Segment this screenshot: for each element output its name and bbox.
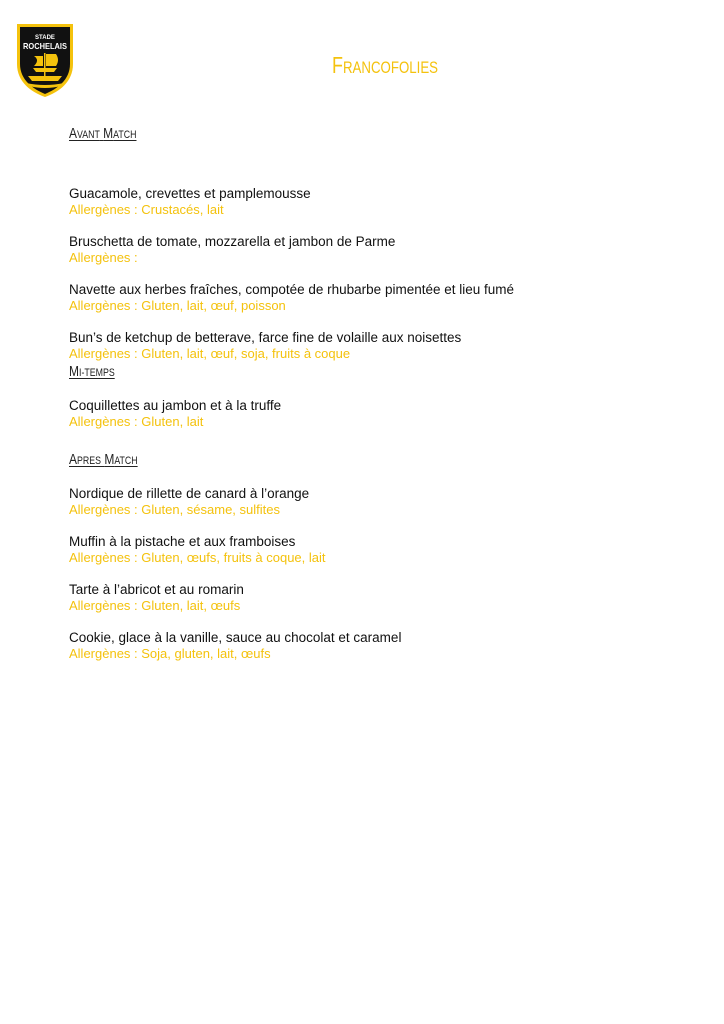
dish-name: Coquillettes au jambon et à la truffe (69, 398, 282, 413)
section-mi-temps (69, 362, 689, 430)
dish-name: Guacamole, crevettes et pamplemousse (69, 186, 311, 201)
logo-text-main: ROCHELAIS (23, 41, 68, 51)
section-heading: MI-TEMPS (69, 363, 115, 380)
dish-name: Bun’s de ketchup de betterave, farce fine de volaille aux noisettes (69, 330, 462, 345)
menu-item (69, 630, 689, 662)
allergens-text: Allergènes : Gluten, lait, œuf, poisson (69, 298, 286, 313)
dish-name: Cookie, glace à la vanille, sauce au chocolat et caramel (69, 630, 402, 645)
menu-item (69, 330, 689, 362)
menu-item (69, 534, 689, 566)
dish-name: Tarte à l’abricot et au romarin (69, 582, 244, 597)
menu-item (69, 234, 689, 266)
allergens-text: Allergènes : Gluten, sésame, sulfites (69, 502, 280, 517)
stade-rochelais-logo (14, 20, 76, 98)
menu-content (69, 124, 689, 678)
allergens-text: Allergènes : (69, 250, 138, 265)
allergens-text: Allergènes : Gluten, lait (69, 414, 204, 429)
document-title: FRANCOFOLIES (332, 52, 439, 78)
section-apres-match (69, 450, 689, 662)
section-heading: APRES MATCH (69, 451, 138, 468)
dish-name: Nordique de rillette de canard à l’orange (69, 486, 310, 501)
allergens-text: Allergènes : Soja, gluten, lait, œufs (69, 646, 271, 661)
allergens-text: Allergènes : Gluten, lait, œuf, soja, fruits à coque (69, 346, 351, 361)
menu-item (69, 282, 689, 314)
shield-icon (14, 20, 76, 98)
dish-name: Navette aux herbes fraîches, compotée de rhubarbe pimentée et lieu fumé (69, 282, 515, 297)
allergens-text: Allergènes : Gluten, lait, œufs (69, 598, 241, 613)
logo-text-top: STADE (35, 35, 55, 41)
dish-name: Bruschetta de tomate, mozzarella et jambon de Parme (69, 234, 396, 249)
menu-item (69, 186, 689, 218)
section-avant-match (69, 124, 689, 362)
dish-name: Muffin à la pistache et aux framboises (69, 534, 296, 549)
menu-item (69, 582, 689, 614)
allergens-text: Allergènes : Gluten, œufs, fruits à coque, lait (69, 550, 326, 565)
menu-item (69, 486, 689, 518)
allergens-text: Allergènes : Crustacés, lait (69, 202, 224, 217)
menu-item (69, 398, 689, 430)
section-heading: AVANT MATCH (69, 125, 137, 142)
